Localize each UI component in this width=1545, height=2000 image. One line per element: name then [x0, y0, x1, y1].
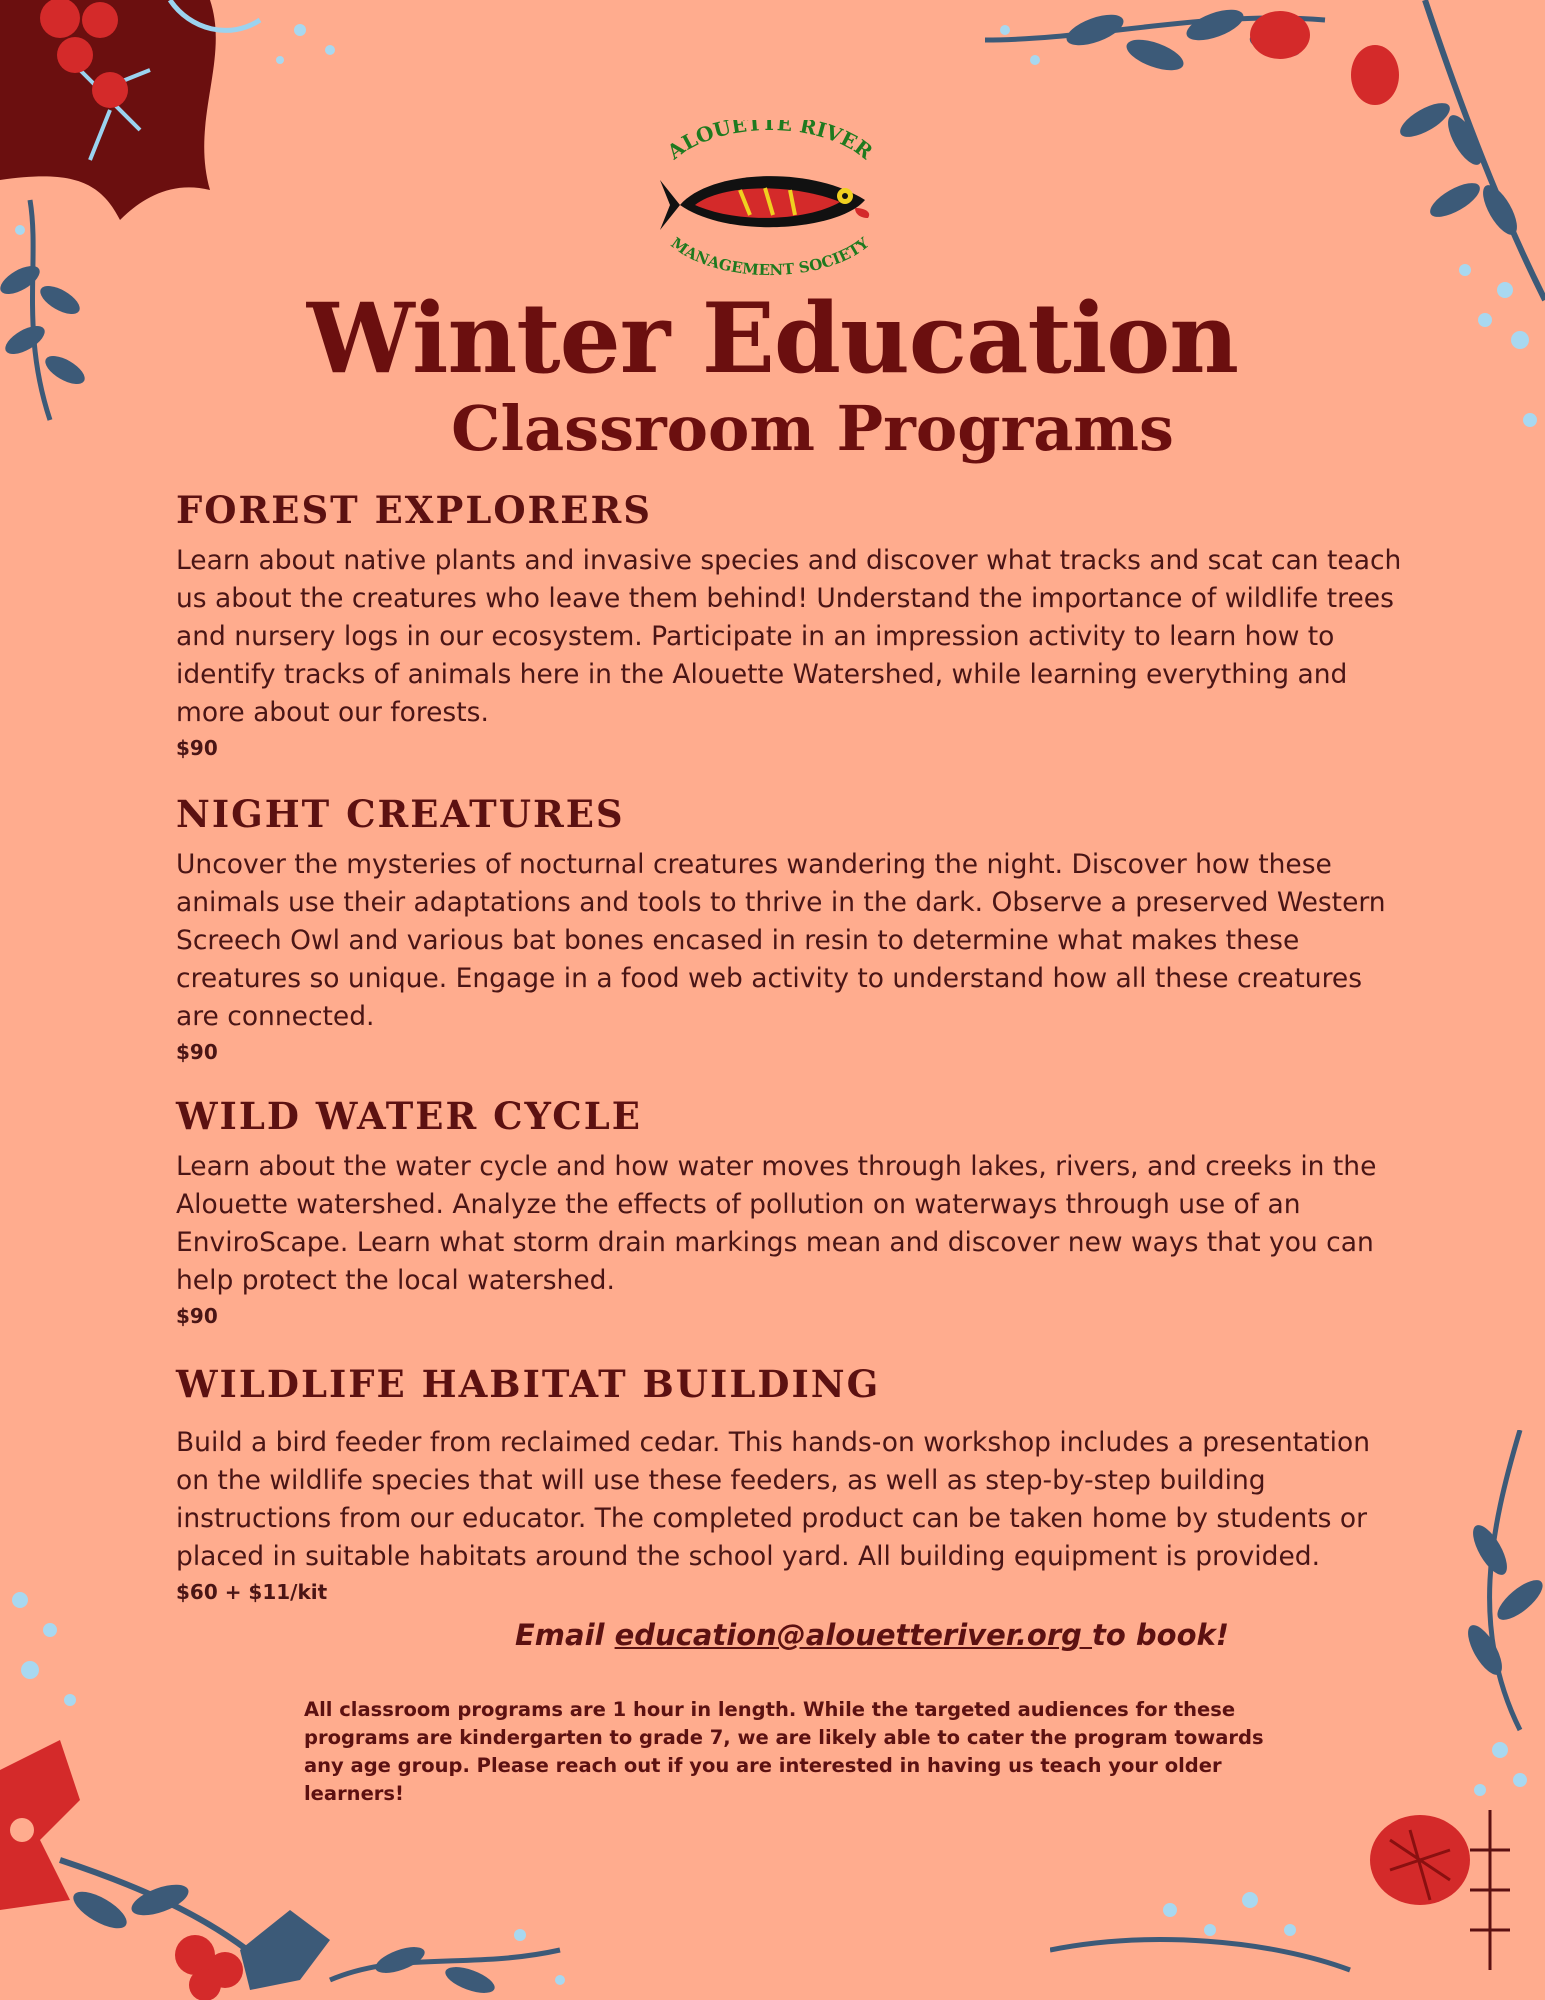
program-title: WILDLIFE HABITAT BUILDING [176, 1362, 881, 1406]
page-title: Winter Education [306, 282, 1239, 395]
program-description: Build a bird feeder from reclaimed cedar. This hands-on workshop includes a presentation on the wildlife species that will use these feeders, as well as step-by-step building instructions from our educator. The completed product can be taken home by students or placed in suitable habitats around the school yard. All building equipment is provided. [176, 1427, 1371, 1572]
program-title: WILD WATER CYCLE [176, 1094, 642, 1138]
program-wild-water-cycle [176, 1094, 1406, 1328]
cta-suffix: to book! [1092, 1618, 1230, 1652]
svg-text:MANAGEMENT SOCIETY [668, 234, 873, 279]
program-description: Uncover the mysteries of nocturnal creatures wandering the night. Discover how these animals use their adaptations and tools to thrive in the dark. Observe a preserved Western Screech Owl and various bat bones encased in resin to determine what makes these creatures so unique. Engage in a food web activity to understand how all these creatures are connected. [176, 849, 1386, 1032]
program-wildlife-habitat-building [176, 1362, 1406, 1604]
svg-text:ALOUETTE RIVER [662, 120, 878, 165]
program-price: $90 [176, 1304, 218, 1328]
program-price: $90 [176, 1040, 218, 1064]
program-title: NIGHT CREATURES [176, 792, 625, 836]
email-link[interactable]: education@alouetteriver.org [614, 1618, 1093, 1652]
logo-bottom-text: MANAGEMENT SOCIETY [667, 233, 873, 280]
logo-top-text: ALOUETTE RIVER [662, 120, 878, 164]
program-price: $90 [176, 736, 218, 760]
program-description: Learn about the water cycle and how water moves through lakes, rivers, and creeks in the Alouette watershed. Analyze the effects of pollution on waterways through use of an EnviroScape. Learn what storm drain markings mean and discover new ways that you can help protect the local watershed. [176, 1151, 1377, 1296]
society-logo [640, 120, 900, 280]
program-forest-explorers [176, 488, 1406, 760]
page-subtitle: Classroom Programs [451, 392, 1174, 465]
cta-prefix: Email [515, 1618, 615, 1652]
program-price: $60 + $11/kit [176, 1580, 328, 1604]
booking-cta [515, 1618, 1229, 1652]
program-night-creatures [176, 792, 1406, 1064]
program-description: Learn about native plants and invasive species and discover what tracks and scat can teach us about the creatures who leave them behind! Understand the importance of wildlife trees and nursery logs in our ecosystem. Participate in an impression activity to learn how to identify tracks of animals here in the Alouette Watershed, while learning everything and more about our forests. [176, 545, 1402, 728]
program-note: All classroom programs are 1 hour in length. While the targeted audiences for these programs are kindergarten to grade 7, we are likely able to cater the program towards any age group. Please reach out if you are interested in having us teach your older learners! [304, 1698, 1264, 1805]
program-title: FOREST EXPLORERS [176, 488, 652, 532]
salmon-icon [660, 176, 869, 230]
